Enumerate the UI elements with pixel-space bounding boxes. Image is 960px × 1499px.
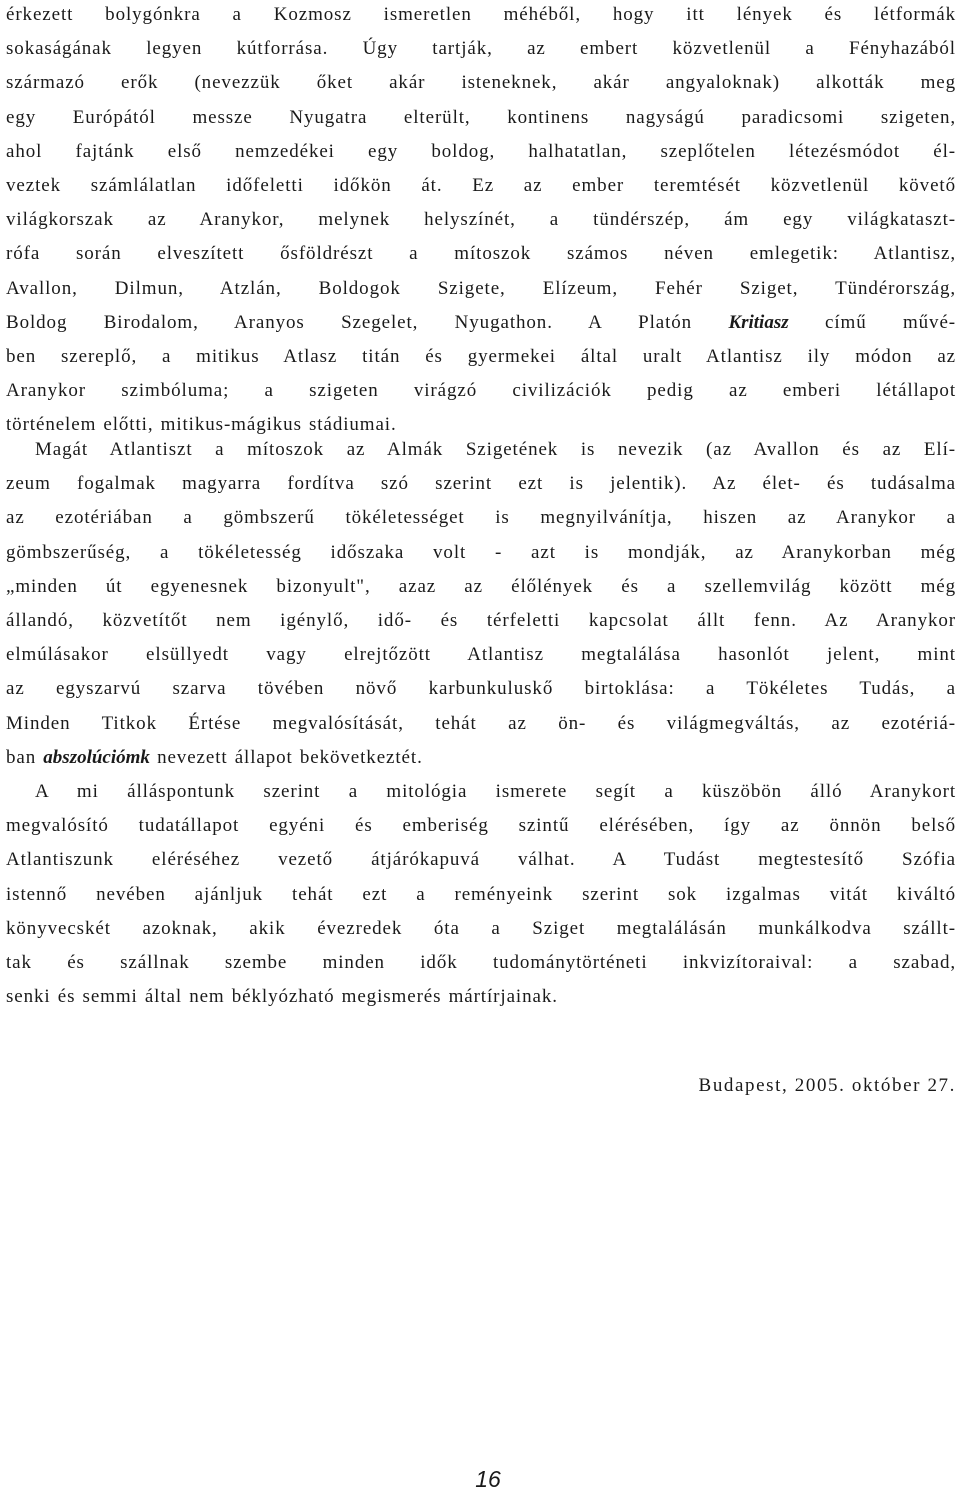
text-line: ahol fajtánk első nemzedékei egy boldog, halhatatlan, szeplőtelen létezésmódot él- bbox=[6, 140, 956, 162]
text-line bbox=[6, 741, 956, 775]
paragraph-1 bbox=[6, 0, 956, 443]
text-line: világkorszak az Aranykor, melynek helyszínét, a tündérszép, ám egy világkataszt- bbox=[6, 209, 956, 231]
text-line: Avallon, Dilmun, Atzlán, Boldogok Szigete, Elízeum, Fehér Sziget, Tündérország, bbox=[6, 277, 956, 299]
text-line: az egyszarvú szarva tövében növő karbunkuluskő birtoklása: a Tökéletes Tudás, a bbox=[6, 678, 956, 700]
text-line: tak és szállnak szembe minden idők tudománytörténeti inkvizítoraival: a szabad, bbox=[6, 952, 956, 974]
text-run: nevezett állapot bekövetkeztét. bbox=[149, 746, 423, 768]
book-title-kritiasz: Kritiasz bbox=[728, 311, 789, 333]
text-line: zeum fogalmak magyarra fordítva szó szerint ezt is jelentik). Az élet- és tudásalma bbox=[6, 473, 956, 495]
text-line: rófa során elveszített ősföldrészt a mítoszok számos néven emlegetik: Atlantisz, bbox=[6, 243, 956, 265]
text-line: A mi álláspontunk szerint a mitológia ismerete segít a küszöbön álló Aranykort bbox=[35, 781, 956, 802]
text-line: megvalósító tudatállapot egyéni és emberiség szintű elérésében, így az önnön belső bbox=[6, 815, 956, 837]
paragraph-2 bbox=[6, 433, 956, 775]
text-line: Atlantiszunk eléréséhez vezető átjárókapuvá válhat. A Tudást megtestesítő Szófia bbox=[6, 849, 956, 871]
text-line: Minden Titkok Értése megvalósítását, tehát az ön- és világmegváltás, az ezotériá- bbox=[6, 712, 956, 734]
text-line: egy Európától messze Nyugatra elterült, kontinens nagyságú paradicsomi szigeten, bbox=[6, 106, 956, 128]
date-signature: Budapest, 2005. október 27. bbox=[698, 1075, 956, 1096]
text-line: állandó, közvetítőt nem igénylő, idő- és térfeletti kapcsolat állt fenn. Az Aranykor bbox=[6, 610, 956, 632]
text-line: Magát Atlantiszt a mítoszok az Almák Szigetének is nevezik (az Avallon és az Elí- bbox=[35, 439, 956, 460]
text-line bbox=[6, 306, 956, 340]
term-abszoluciomk: abszolúciómk bbox=[43, 746, 150, 768]
text-line: az ezotériában a gömbszerű tökéletességet is megnyilvánítja, hiszen az Aranykor a bbox=[6, 507, 956, 529]
text-line: gömbszerűség, a tökéletesség időszaka volt - azt is mondják, az Aranykorban még bbox=[6, 541, 956, 563]
text-run: ban bbox=[6, 746, 44, 768]
text-line: istennő nevében ajánljuk tehát ezt a reményeink szerint sok izgalmas vitát kiváltó bbox=[6, 883, 956, 905]
text-line: veztek számlálatlan időfeletti időkön át. Ez az ember teremtését közvetlenül követő bbox=[6, 175, 956, 197]
text-line: elmúlásakor elsüllyedt vagy elrejtőzött Atlantisz megtalálása hasonlót jelent, mint bbox=[6, 644, 956, 666]
paragraph-3 bbox=[6, 775, 956, 1014]
text-line: Aranykor szimbóluma; a szigeten virágzó civilizációk pedig az emberi létállapot bbox=[6, 380, 956, 402]
text-line: érkezett bolygónkra a Kozmosz ismeretlen méhéből, hogy itt lények és létformák bbox=[6, 4, 956, 25]
text-line: sokaságának legyen kútforrása. Úgy tartják, az embert közvetlenül a Fényhazából bbox=[6, 38, 956, 60]
text-run: Boldog Birodalom, Aranyos Szegelet, Nyugathon. A Platón bbox=[6, 311, 729, 333]
text-line: „minden út egyenesnek bizonyult", azaz az élőlények és a szellemvilág között még bbox=[6, 575, 956, 597]
text-run: című művé- bbox=[788, 311, 956, 333]
text-line: történelem előtti, mitikus-mágikus stádiumai. bbox=[6, 414, 397, 436]
text-line: származó erők (nevezzük őket akár isteneknek, akár angyaloknak) alkották meg bbox=[6, 72, 956, 94]
text-line: senki és semmi által nem béklyózható megismerés mártírjainak. bbox=[6, 986, 558, 1008]
text-line: ben szereplő, a mitikus Atlasz titán és gyermekei által uralt Atlantisz ily módon az bbox=[6, 346, 956, 368]
page-number: 16 bbox=[475, 1466, 501, 1492]
text-line: könyvecskét azoknak, akik évezredek óta a Sziget megtalálásán munkálkodva szállt- bbox=[6, 917, 956, 939]
